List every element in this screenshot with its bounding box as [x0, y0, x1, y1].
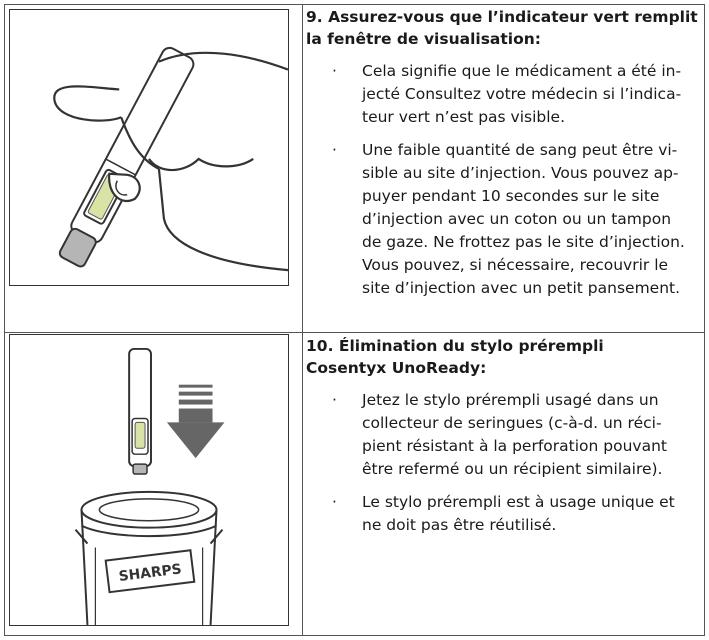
bullet-marker: · — [332, 493, 337, 511]
step-10-bullets — [306, 389, 698, 537]
step-9-bullets — [306, 60, 698, 300]
sharps-label: SHARPS — [117, 561, 183, 585]
list-item: · Cela signifie que le médicament a été in- jecté Consultez votre médecin si l’indica- teur vert n’est pas visible. — [332, 62, 682, 126]
bullet-marker: · — [332, 141, 337, 159]
pen-into-container-image — [10, 335, 288, 625]
down-arrow-icon — [167, 385, 225, 458]
list-item: · Le stylo prérempli est à usage unique et ne doit pas être réutilisé. — [332, 493, 675, 534]
step-10-title: 10. Élimination du stylo prérempli Cosentyx UnoReady: — [306, 337, 604, 377]
column-divider — [302, 5, 303, 635]
row-divider — [5, 332, 704, 333]
step-10-text — [306, 335, 698, 547]
bullet-marker: · — [332, 391, 337, 409]
hand-holding-pen-image — [10, 10, 288, 285]
bullet-marker: · — [332, 62, 337, 80]
step-9-text — [306, 6, 698, 310]
list-item: · Jetez le stylo prérempli usagé dans un collecteur de seringues (c-à-d. un réci- pient résistant à la perforation pouvant être refermé ou un récipient similaire). — [332, 391, 667, 478]
list-item: · Une faible quantité de sang peut être vi- sible au site d’injection. Vous pouvez ap- puyer pendant 10 secondes sur le site d’injection avec un coton ou un tampon de gaze. Ne frottez pas le site d’injection. Vous pouvez, si nécessaire, recouvrir le site d’injection avec un petit pansement. — [332, 141, 685, 297]
step-9-title: 9. Assurez-vous que l’indicateur vert remplit la fenêtre de visualisation: — [306, 8, 698, 48]
pen-indicator-illustration — [9, 9, 289, 286]
sharps-disposal-illustration — [9, 334, 289, 626]
